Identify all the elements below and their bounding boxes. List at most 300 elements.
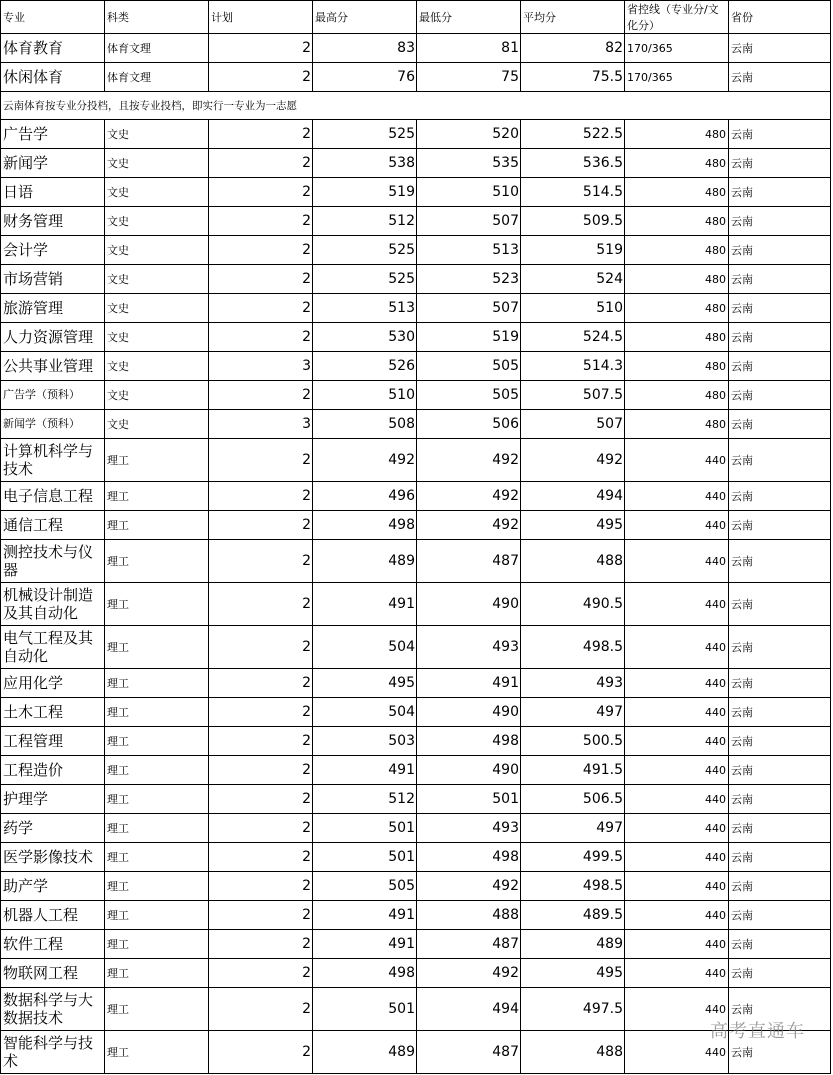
major-cell: 机器人工程 [1,901,105,930]
province-cell: 云南 [729,756,831,785]
table-row [1,756,831,785]
avg-score-cell: 514.3 [521,352,625,381]
plan-cell: 3 [209,410,313,439]
category-cell: 文史 [105,410,209,439]
major-cell: 护理学 [1,785,105,814]
avg-score-cell: 497 [521,698,625,727]
min-score-cell: 523 [417,265,521,294]
plan-cell: 2 [209,439,313,482]
table-row [1,236,831,265]
control-line-cell: 440 [625,482,729,511]
province-cell: 云南 [729,323,831,352]
avg-score-cell: 495 [521,959,625,988]
min-score-cell: 490 [417,583,521,626]
category-cell: 理工 [105,756,209,785]
table-row [1,294,831,323]
plan-cell: 2 [209,120,313,149]
province-cell: 云南 [729,727,831,756]
table-row [1,843,831,872]
min-score-cell: 492 [417,511,521,540]
category-cell: 理工 [105,785,209,814]
table-row [1,149,831,178]
header-max: 最高分 [313,1,417,34]
table-row [1,540,831,583]
province-cell: 云南 [729,120,831,149]
watermark: 高考直通车 [710,1021,805,1042]
avg-score-cell: 507.5 [521,381,625,410]
control-line-cell: 480 [625,323,729,352]
province-cell: 云南 [729,698,831,727]
category-cell: 理工 [105,959,209,988]
province-cell: 云南 [729,959,831,988]
table-row [1,482,831,511]
plan-cell: 2 [209,901,313,930]
province-cell: 云南 [729,872,831,901]
avg-score-cell: 524.5 [521,323,625,352]
table-row [1,988,831,1031]
avg-score-cell: 514.5 [521,178,625,207]
major-cell: 人力资源管理 [1,323,105,352]
province-cell: 云南 [729,381,831,410]
province-cell: 云南 [729,149,831,178]
category-cell: 理工 [105,872,209,901]
plan-cell: 2 [209,930,313,959]
min-score-cell: 492 [417,872,521,901]
plan-cell: 2 [209,583,313,626]
max-score-cell: 538 [313,149,417,178]
max-score-cell: 519 [313,178,417,207]
min-score-cell: 506 [417,410,521,439]
control-line-cell: 480 [625,294,729,323]
province-cell: 云南 [729,265,831,294]
control-line-cell: 440 [625,930,729,959]
major-cell: 数据科学与大数据技术 [1,988,105,1031]
table-row [1,626,831,669]
category-cell: 理工 [105,727,209,756]
min-score-cell: 507 [417,207,521,236]
min-score-cell: 510 [417,178,521,207]
avg-score-cell: 75.5 [521,63,625,92]
category-cell: 理工 [105,988,209,1031]
control-line-cell: 440 [625,439,729,482]
category-cell: 理工 [105,1031,209,1074]
min-score-cell: 513 [417,236,521,265]
min-score-cell: 501 [417,785,521,814]
avg-score-cell: 519 [521,236,625,265]
avg-score-cell: 509.5 [521,207,625,236]
avg-score-cell: 489.5 [521,901,625,930]
plan-cell: 2 [209,381,313,410]
table-row [1,265,831,294]
major-cell: 会计学 [1,236,105,265]
note-text: 云南体育按专业分投档，且按专业投档，即实行一专业为一志愿 [1,92,831,120]
max-score-cell: 491 [313,756,417,785]
avg-score-cell: 488 [521,1031,625,1074]
plan-cell: 2 [209,843,313,872]
province-cell: 云南 [729,439,831,482]
table-row [1,959,831,988]
category-cell: 文史 [105,207,209,236]
avg-score-cell: 492 [521,439,625,482]
table-row [1,930,831,959]
category-cell: 文史 [105,149,209,178]
table-row [1,178,831,207]
min-score-cell: 488 [417,901,521,930]
major-cell: 计算机科学与技术 [1,439,105,482]
major-cell: 药学 [1,814,105,843]
province-cell: 云南 [729,236,831,265]
plan-cell: 2 [209,265,313,294]
major-cell: 医学影像技术 [1,843,105,872]
major-cell: 广告学 [1,120,105,149]
control-line-cell: 480 [625,178,729,207]
province-cell: 云南 [729,511,831,540]
control-line-cell: 480 [625,120,729,149]
province-cell: 云南 [729,482,831,511]
avg-score-cell: 524 [521,265,625,294]
plan-cell: 2 [209,236,313,265]
avg-score-cell: 495 [521,511,625,540]
min-score-cell: 492 [417,482,521,511]
table-row [1,120,831,149]
avg-score-cell: 498.5 [521,872,625,901]
province-cell: 云南 [729,294,831,323]
max-score-cell: 525 [313,236,417,265]
max-score-cell: 526 [313,352,417,381]
major-cell: 公共事业管理 [1,352,105,381]
category-cell: 理工 [105,439,209,482]
category-cell: 理工 [105,930,209,959]
table-row [1,669,831,698]
max-score-cell: 525 [313,265,417,294]
max-score-cell: 505 [313,872,417,901]
major-cell: 通信工程 [1,511,105,540]
control-line-cell: 480 [625,381,729,410]
table-row [1,439,831,482]
table-row [1,410,831,439]
category-cell: 文史 [105,381,209,410]
control-line-cell: 170/365 [625,34,729,63]
control-line-cell: 480 [625,352,729,381]
province-cell: 云南 [729,843,831,872]
plan-cell: 2 [209,756,313,785]
max-score-cell: 525 [313,120,417,149]
avg-score-cell: 490.5 [521,583,625,626]
min-score-cell: 505 [417,381,521,410]
major-cell: 新闻学（预科） [1,410,105,439]
min-score-cell: 498 [417,843,521,872]
category-cell: 文史 [105,120,209,149]
min-score-cell: 494 [417,988,521,1031]
plan-cell: 2 [209,669,313,698]
table-row [1,872,831,901]
province-cell: 云南 [729,410,831,439]
plan-cell: 2 [209,872,313,901]
table-row [1,381,831,410]
category-cell: 理工 [105,901,209,930]
plan-cell: 2 [209,785,313,814]
control-line-cell: 440 [625,872,729,901]
control-line-cell: 480 [625,236,729,265]
max-score-cell: 492 [313,439,417,482]
header-major: 专业 [1,1,105,34]
max-score-cell: 504 [313,698,417,727]
category-cell: 理工 [105,511,209,540]
control-line-cell: 440 [625,785,729,814]
min-score-cell: 498 [417,727,521,756]
table-row [1,698,831,727]
major-cell: 机械设计制造及其自动化 [1,583,105,626]
min-score-cell: 505 [417,352,521,381]
min-score-cell: 535 [417,149,521,178]
avg-score-cell: 500.5 [521,727,625,756]
category-cell: 文史 [105,265,209,294]
control-line-cell: 480 [625,265,729,294]
plan-cell: 2 [209,540,313,583]
table-row [1,1031,831,1074]
max-score-cell: 530 [313,323,417,352]
avg-score-cell: 82 [521,34,625,63]
avg-score-cell: 498.5 [521,626,625,669]
province-cell: 云南 [729,626,831,669]
avg-score-cell: 491.5 [521,756,625,785]
min-score-cell: 81 [417,34,521,63]
avg-score-cell: 506.5 [521,785,625,814]
control-line-cell: 440 [625,626,729,669]
avg-score-cell: 489 [521,930,625,959]
min-score-cell: 487 [417,540,521,583]
control-line-cell: 440 [625,959,729,988]
max-score-cell: 510 [313,381,417,410]
plan-cell: 2 [209,814,313,843]
major-cell: 电气工程及其自动化 [1,626,105,669]
category-cell: 体育文理 [105,34,209,63]
min-score-cell: 487 [417,1031,521,1074]
table-row [1,323,831,352]
major-cell: 工程管理 [1,727,105,756]
plan-cell: 2 [209,988,313,1031]
major-cell: 测控技术与仪器 [1,540,105,583]
control-line-cell: 440 [625,843,729,872]
header-plan: 计划 [209,1,313,34]
min-score-cell: 519 [417,323,521,352]
max-score-cell: 491 [313,901,417,930]
control-line-cell: 440 [625,814,729,843]
major-cell: 旅游管理 [1,294,105,323]
max-score-cell: 496 [313,482,417,511]
plan-cell: 2 [209,511,313,540]
plan-cell: 2 [209,1031,313,1074]
category-cell: 文史 [105,352,209,381]
province-cell: 云南 [729,583,831,626]
major-cell: 物联网工程 [1,959,105,988]
control-line-cell: 440 [625,583,729,626]
province-cell: 云南 [729,34,831,63]
province-cell: 云南 [729,988,831,1031]
plan-cell: 2 [209,698,313,727]
min-score-cell: 75 [417,63,521,92]
table-row [1,34,831,63]
plan-cell: 2 [209,149,313,178]
max-score-cell: 489 [313,1031,417,1074]
province-cell: 云南 [729,540,831,583]
table-row [1,63,831,92]
control-line-cell: 440 [625,1031,729,1074]
plan-cell: 2 [209,63,313,92]
max-score-cell: 83 [313,34,417,63]
category-cell: 理工 [105,814,209,843]
table-row [1,785,831,814]
max-score-cell: 501 [313,814,417,843]
major-cell: 电子信息工程 [1,482,105,511]
province-cell: 云南 [729,207,831,236]
avg-score-cell: 522.5 [521,120,625,149]
major-cell: 新闻学 [1,149,105,178]
min-score-cell: 492 [417,439,521,482]
control-line-cell: 440 [625,988,729,1031]
max-score-cell: 501 [313,843,417,872]
min-score-cell: 493 [417,626,521,669]
province-cell: 云南 [729,352,831,381]
table-row [1,901,831,930]
max-score-cell: 512 [313,207,417,236]
max-score-cell: 513 [313,294,417,323]
category-cell: 理工 [105,482,209,511]
plan-cell: 3 [209,352,313,381]
control-line-cell: 440 [625,669,729,698]
table-row [1,511,831,540]
max-score-cell: 504 [313,626,417,669]
control-line-cell: 440 [625,901,729,930]
major-cell: 土木工程 [1,698,105,727]
avg-score-cell: 488 [521,540,625,583]
category-cell: 文史 [105,236,209,265]
min-score-cell: 520 [417,120,521,149]
province-cell: 云南 [729,930,831,959]
plan-cell: 2 [209,727,313,756]
table-row [1,814,831,843]
plan-cell: 2 [209,34,313,63]
plan-cell: 2 [209,294,313,323]
category-cell: 理工 [105,843,209,872]
header-avg: 平均分 [521,1,625,34]
avg-score-cell: 493 [521,669,625,698]
min-score-cell: 490 [417,698,521,727]
min-score-cell: 491 [417,669,521,698]
max-score-cell: 498 [313,959,417,988]
major-cell: 助产学 [1,872,105,901]
min-score-cell: 490 [417,756,521,785]
min-score-cell: 493 [417,814,521,843]
max-score-cell: 503 [313,727,417,756]
max-score-cell: 489 [313,540,417,583]
control-line-cell: 440 [625,540,729,583]
control-line-cell: 480 [625,410,729,439]
control-line-cell: 440 [625,698,729,727]
note-row [1,92,831,120]
major-cell: 应用化学 [1,669,105,698]
category-cell: 体育文理 [105,63,209,92]
avg-score-cell: 510 [521,294,625,323]
plan-cell: 2 [209,323,313,352]
plan-cell: 2 [209,626,313,669]
province-cell: 云南 [729,785,831,814]
header-category: 科类 [105,1,209,34]
control-line-cell: 170/365 [625,63,729,92]
min-score-cell: 492 [417,959,521,988]
category-cell: 理工 [105,669,209,698]
control-line-cell: 440 [625,756,729,785]
control-line-cell: 480 [625,207,729,236]
plan-cell: 2 [209,207,313,236]
province-cell: 云南 [729,814,831,843]
table-row [1,727,831,756]
province-cell: 云南 [729,1031,831,1074]
plan-cell: 2 [209,482,313,511]
major-cell: 财务管理 [1,207,105,236]
avg-score-cell: 494 [521,482,625,511]
province-cell: 云南 [729,63,831,92]
table-row [1,583,831,626]
major-cell: 体育教育 [1,34,105,63]
category-cell: 理工 [105,540,209,583]
category-cell: 文史 [105,323,209,352]
max-score-cell: 76 [313,63,417,92]
avg-score-cell: 497 [521,814,625,843]
major-cell: 工程造价 [1,756,105,785]
major-cell: 休闲体育 [1,63,105,92]
max-score-cell: 501 [313,988,417,1031]
max-score-cell: 512 [313,785,417,814]
major-cell: 广告学（预科） [1,381,105,410]
avg-score-cell: 536.5 [521,149,625,178]
province-cell: 云南 [729,178,831,207]
major-cell: 智能科学与技术 [1,1031,105,1074]
major-cell: 市场营销 [1,265,105,294]
control-line-cell: 480 [625,149,729,178]
header-min: 最低分 [417,1,521,34]
header-province: 省份 [729,1,831,34]
header-row [1,1,831,34]
province-cell: 云南 [729,669,831,698]
header-control-line: 省控线（专业分/文化分） [625,1,729,34]
category-cell: 文史 [105,294,209,323]
category-cell: 理工 [105,698,209,727]
province-cell: 云南 [729,901,831,930]
major-cell: 软件工程 [1,930,105,959]
max-score-cell: 498 [313,511,417,540]
avg-score-cell: 497.5 [521,988,625,1031]
plan-cell: 2 [209,178,313,207]
min-score-cell: 507 [417,294,521,323]
category-cell: 理工 [105,583,209,626]
category-cell: 理工 [105,626,209,669]
control-line-cell: 440 [625,511,729,540]
table-row [1,352,831,381]
control-line-cell: 440 [625,727,729,756]
max-score-cell: 495 [313,669,417,698]
category-cell: 文史 [105,178,209,207]
avg-score-cell: 507 [521,410,625,439]
major-cell: 日语 [1,178,105,207]
avg-score-cell: 499.5 [521,843,625,872]
max-score-cell: 491 [313,583,417,626]
max-score-cell: 508 [313,410,417,439]
min-score-cell: 487 [417,930,521,959]
max-score-cell: 491 [313,930,417,959]
plan-cell: 2 [209,959,313,988]
table-row [1,207,831,236]
